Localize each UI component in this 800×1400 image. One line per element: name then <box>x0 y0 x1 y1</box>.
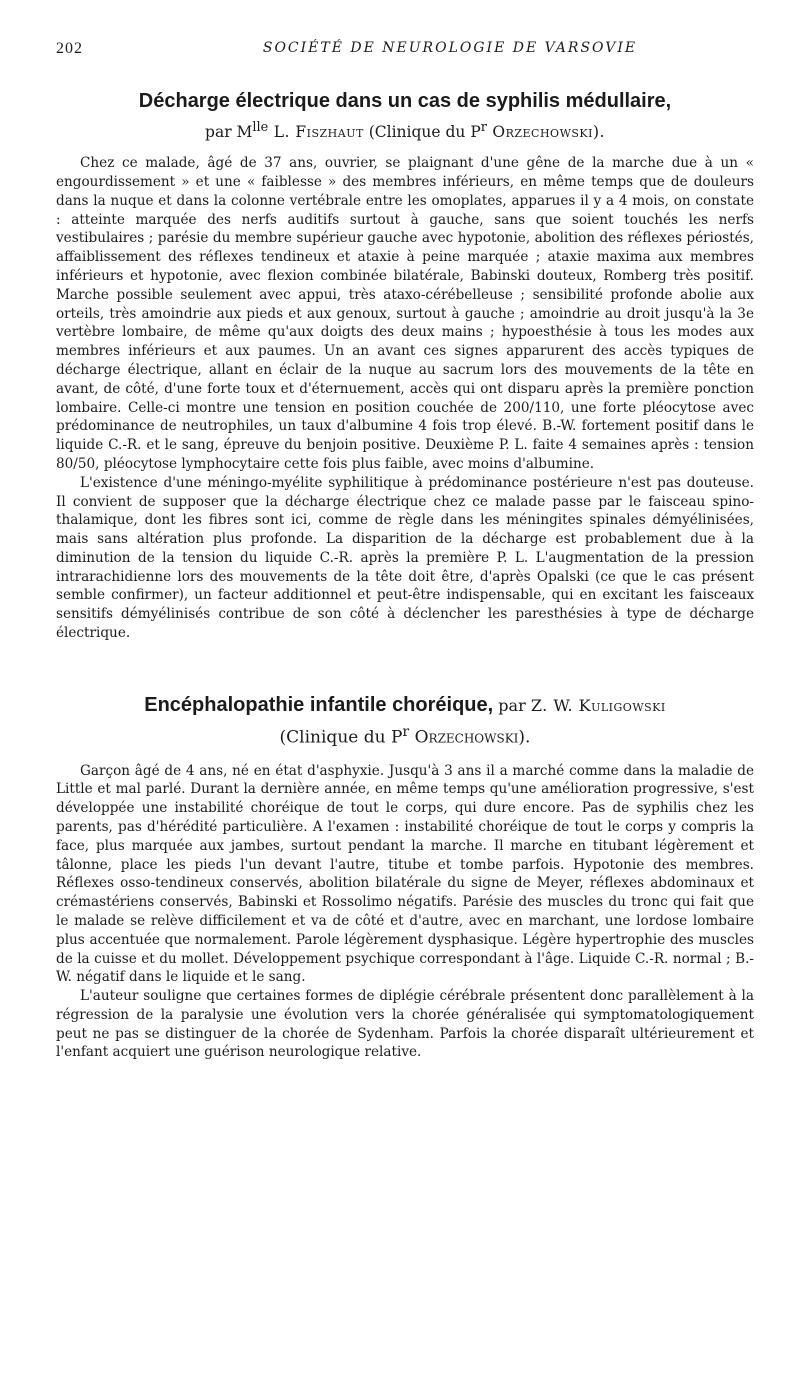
article-byline <box>56 720 754 750</box>
article-byline <box>56 116 754 144</box>
article-choreic-encephalopathy <box>56 691 754 1062</box>
paragraph: Garçon âgé de 4 ans, né en état d'asphyxie. Jusqu'à 3 ans il a marché comme dans la maladie de Little et mal parlé. Durant la dernière année, en même temps qu'une amélioration progressive, s'est développée une instabilité choréique de tout le corps, qui dure encore. Pas de syphilis chez les parents, pas d'hérédité particulière. A l'examen : instabilité choréique de tout le corps y compris la face, plus marquée aux jambes, surtout pendant la marche. Il marche en titubant légèrement et tâlonne, place les pieds l'un devant l'autre, titube et tombe parfois. Hypotonie des membres. Réflexes osso-tendineux conservés, abolition bilatérale du signe de Meyer, réflexes abdominaux et crémastériens conservés, Babinski et Rossolimo négatifs. Parésie des muscles du tronc qui fait que le malade se relève difficilement et va de côté et d'autre, avec en marchant, une lordose lombaire plus accentuée que normalement. Parole légèrement dysphasique. Légère hypertrophie des muscles de la cuisse et du mollet. Développement psychique correspondant à l'âge. Liquide C.-R. normal ; B.-W. négatif dans le liquide et le sang. <box>56 762 754 986</box>
byline-clinic-name: Orzechowski). <box>486 123 605 142</box>
byline-prefix: par <box>493 695 531 715</box>
byline-clinic-name: Orzechowski). <box>409 727 531 748</box>
paragraph: L'existence d'une méningo-myélite syphilitique à prédominance postérieure n'est pas douteuse. Il convient de supposer que la décharge électrique chez ce malade passe par le faisceau spino-thalamique, dont les fibres sont ici, comme de règle dans les méningites spinales démyélinisées, mais sans altération plus profonde. La disparition de la décharge est probablement due à la diminution de la tension du liquide C.-R. après la première P. L. L'augmentation de la pression intrarachidienne lors des mouvements de la tête doit être, d'après Opalski (ce que le cas présent semble confirmer), un facteur additionnel et peut-être indispensable, qui en excitant les faisceaux sensitifs démyélinisés contribue de son côté à déclencher les paresthésies à type de décharge électrique. <box>56 474 754 642</box>
byline-author: L. Fiszhaut <box>268 123 364 142</box>
byline-clinic-sup: r <box>402 723 410 740</box>
byline-clinic-prefix: (Clinique du P <box>363 123 481 142</box>
byline-sup: lle <box>252 120 269 135</box>
paragraph: L'auteur souligne que certaines formes de diplégie cérébrale présentent donc parallèlement à la régression de la paralysie une évolution vers la chorée généralisée qui symptomatologiquement peut ne pas se distinguer de la chorée de Sydenham. Parfois la chorée disparaît ultérieurement et l'enfant acquiert une guérison neurologique relative. <box>56 988 754 1061</box>
running-head <box>56 40 754 66</box>
byline-prefix: par M <box>205 123 253 142</box>
journal-name: SOCIÉTÉ DE NEUROLOGIE DE VARSOVIE <box>262 40 638 56</box>
paragraph: Chez ce malade, âgé de 37 ans, ouvrier, se plaignant d'une gêne de la marche due à un « engourdissement » et une « faiblesse » des membres inférieurs, en même temps que de douleurs dans la nuque et dans la colonne vertébrale entre les omoplates, apparues il y a 4 mois, on constate : atteinte marquée des nerfs auditifs surtout à gauche, sans que soient touchés les nerfs vestibulaires ; parésie du membre supérieur gauche avec hypotonie, abolition des réflexes périostés, affaiblissement des réflexes tendineux et ataxie à peine marquée ; ataxie maxima aux membres inférieurs et hypotonie, avec flexion combinée bilatérale, Babinski douteux, Romberg très positif. Marche possible seulement avec appui, très ataxo-cérébelleuse ; sensibilité profonde abolie aux orteils, très amoindrie aux pieds et aux genoux, surtout à gauche ; amoindrie au droit jusqu'à la 3e vertèbre lombaire, de même qu'aux doigts des deux mains ; hypoesthésie à tous les modes aux membres inférieurs et aux paumes. Un an avant ces signes apparurent des accès typiques de décharge électrique, allant en éclair de la nuque au sacrum lors des mouvements de la tête en avant, de côté, d'une forte toux et d'éternuement, accès qui ont disparu après la première ponction lombaire. Celle-ci montre une tension en position couchée de 200/110, une forte pléocytose avec prédominance de neutrophiles, un taux d'albumine 4 fois trop élevé. B.-W. fortement positif dans le liquide C.-R. et le sang, épreuve du benjoin positive. Deuxième P. L. faite 4 semaines après : tension 80/50, pléocytose lymphocytaire cette fois plus faible, avec moins d'albumine. <box>56 155 754 472</box>
page-number: 202 <box>56 40 83 57</box>
byline-clinic-sup: r <box>480 120 487 135</box>
article-title: Encéphalopathie infantile choréique, <box>144 693 494 716</box>
article-title-line <box>56 691 754 720</box>
byline-clinic-prefix: (Clinique du P <box>279 727 403 748</box>
article-title: Décharge électrique dans un cas de syphilis médullaire, <box>138 90 672 112</box>
byline-author: Z. W. Kuligowski <box>530 695 666 715</box>
journal-page <box>56 40 754 1062</box>
article-electric-discharge <box>56 88 754 643</box>
